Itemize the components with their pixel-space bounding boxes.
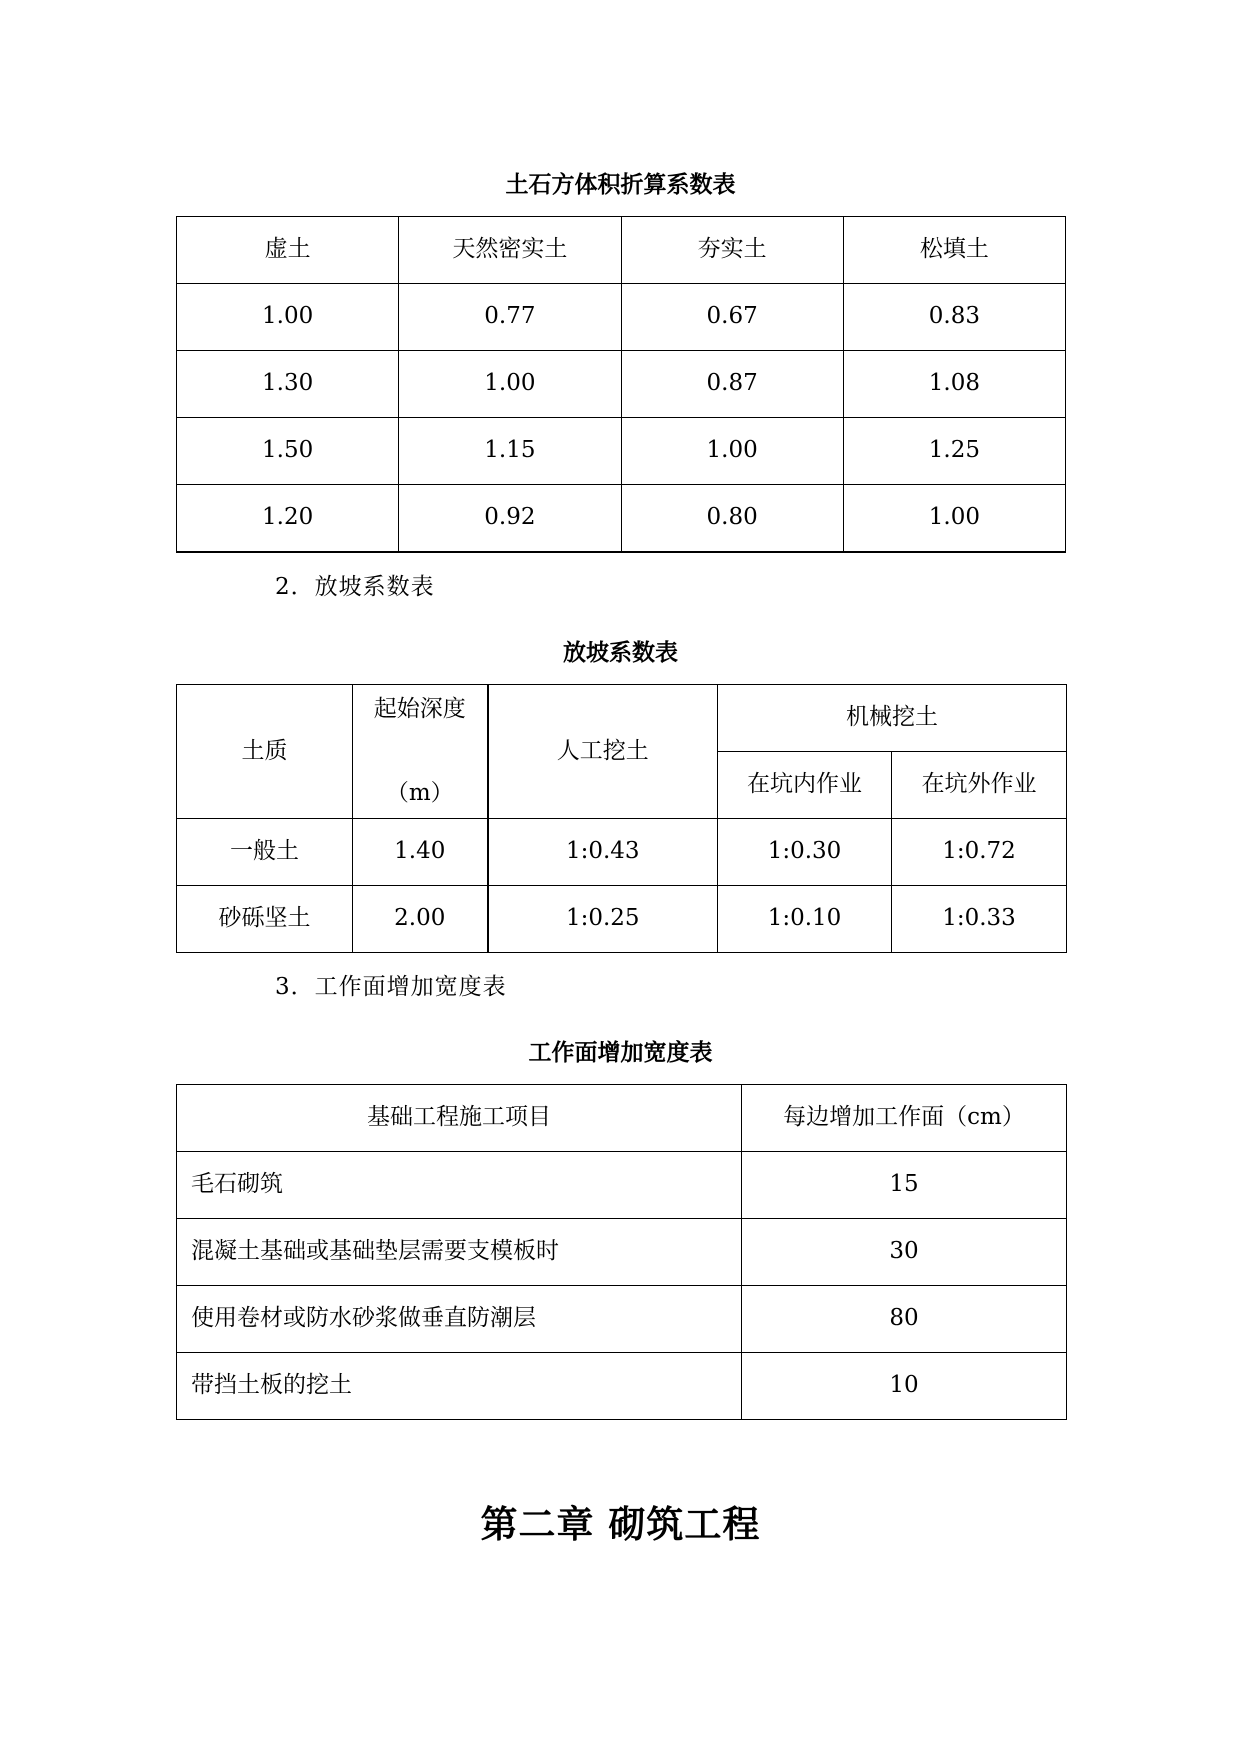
section-heading-workface: 3．工作面增加宽度表	[275, 974, 507, 1000]
table-cell: 1:0.72	[892, 819, 1067, 886]
table-cell: 0.80	[621, 485, 843, 553]
header-cell: 虚土	[177, 217, 399, 284]
table-cell: 0.92	[399, 485, 621, 553]
header-cell-machine-out: 在坑外作业	[892, 752, 1067, 819]
header-cell-manual: 人工挖土	[488, 685, 718, 819]
table2-title: 放坡系数表	[563, 640, 678, 666]
table-cell: 1.00	[177, 284, 399, 351]
table-cell: 使用卷材或防水砂浆做垂直防潮层	[177, 1286, 742, 1353]
table-cell: 毛石砌筑	[177, 1152, 742, 1219]
table-cell: 0.87	[621, 351, 843, 418]
table-cell: 1:0.30	[718, 819, 892, 886]
table-header-row	[177, 685, 1067, 752]
table-row	[177, 485, 1066, 553]
table-cell: 砂砾坚土	[177, 886, 353, 953]
table-cell: 1.00	[843, 485, 1065, 553]
header-cell-soil: 土质	[177, 685, 353, 819]
table-row	[177, 1286, 1067, 1353]
header-cell: 每边增加工作面（cm）	[742, 1085, 1067, 1152]
table-cell: 1:0.43	[488, 819, 718, 886]
table-cell: 1.25	[843, 418, 1065, 485]
table3-title: 工作面增加宽度表	[528, 1040, 713, 1066]
header-depth-line2: （m）	[385, 779, 454, 806]
table-cell: 1.00	[399, 351, 621, 418]
table-cell: 1:0.10	[718, 886, 892, 953]
table-row	[177, 351, 1066, 418]
table-cell: 0.77	[399, 284, 621, 351]
table-cell: 1.30	[177, 351, 399, 418]
header-cell: 天然密实土	[399, 217, 621, 284]
table-cell: 0.67	[621, 284, 843, 351]
table-cell: 1.20	[177, 485, 399, 553]
table-cell: 1:0.25	[488, 886, 718, 953]
header-cell-machine: 机械挖土	[718, 685, 1067, 752]
table-cell: 1.08	[843, 351, 1065, 418]
soil-volume-conversion-table	[176, 216, 1066, 553]
header-depth-line1: 起始深度	[373, 695, 466, 722]
table-cell: 80	[742, 1286, 1067, 1353]
table-row	[177, 1152, 1067, 1219]
table-row	[177, 819, 1067, 886]
table-row	[177, 1353, 1067, 1420]
table-row	[177, 1219, 1067, 1286]
table-row	[177, 886, 1067, 953]
table-row	[177, 284, 1066, 351]
table-cell: 1.50	[177, 418, 399, 485]
header-cell: 夯实土	[621, 217, 843, 284]
chapter-title: 第二章 砌筑工程	[480, 1503, 761, 1546]
table-cell: 2.00	[353, 886, 488, 953]
table-cell: 1:0.33	[892, 886, 1067, 953]
table-cell: 0.83	[843, 284, 1065, 351]
table-cell: 1.00	[621, 418, 843, 485]
workface-width-table	[176, 1084, 1067, 1420]
table1-title: 土石方体积折算系数表	[505, 172, 736, 198]
table-header-row	[177, 1085, 1067, 1152]
header-cell-machine-in: 在坑内作业	[718, 752, 892, 819]
table-cell: 15	[742, 1152, 1067, 1219]
header-cell-depth	[353, 685, 488, 819]
table-header-row	[177, 217, 1066, 284]
table-cell: 10	[742, 1353, 1067, 1420]
header-cell: 松填土	[843, 217, 1065, 284]
table-cell: 混凝土基础或基础垫层需要支模板时	[177, 1219, 742, 1286]
section-heading-slope: 2．放坡系数表	[275, 574, 435, 600]
table-cell: 1.40	[353, 819, 488, 886]
table-cell: 一般土	[177, 819, 353, 886]
slope-coefficient-table	[176, 684, 1067, 953]
table-cell: 带挡土板的挖土	[177, 1353, 742, 1420]
header-cell: 基础工程施工项目	[177, 1085, 742, 1152]
table-cell: 1.15	[399, 418, 621, 485]
table-cell: 30	[742, 1219, 1067, 1286]
table-row	[177, 418, 1066, 485]
